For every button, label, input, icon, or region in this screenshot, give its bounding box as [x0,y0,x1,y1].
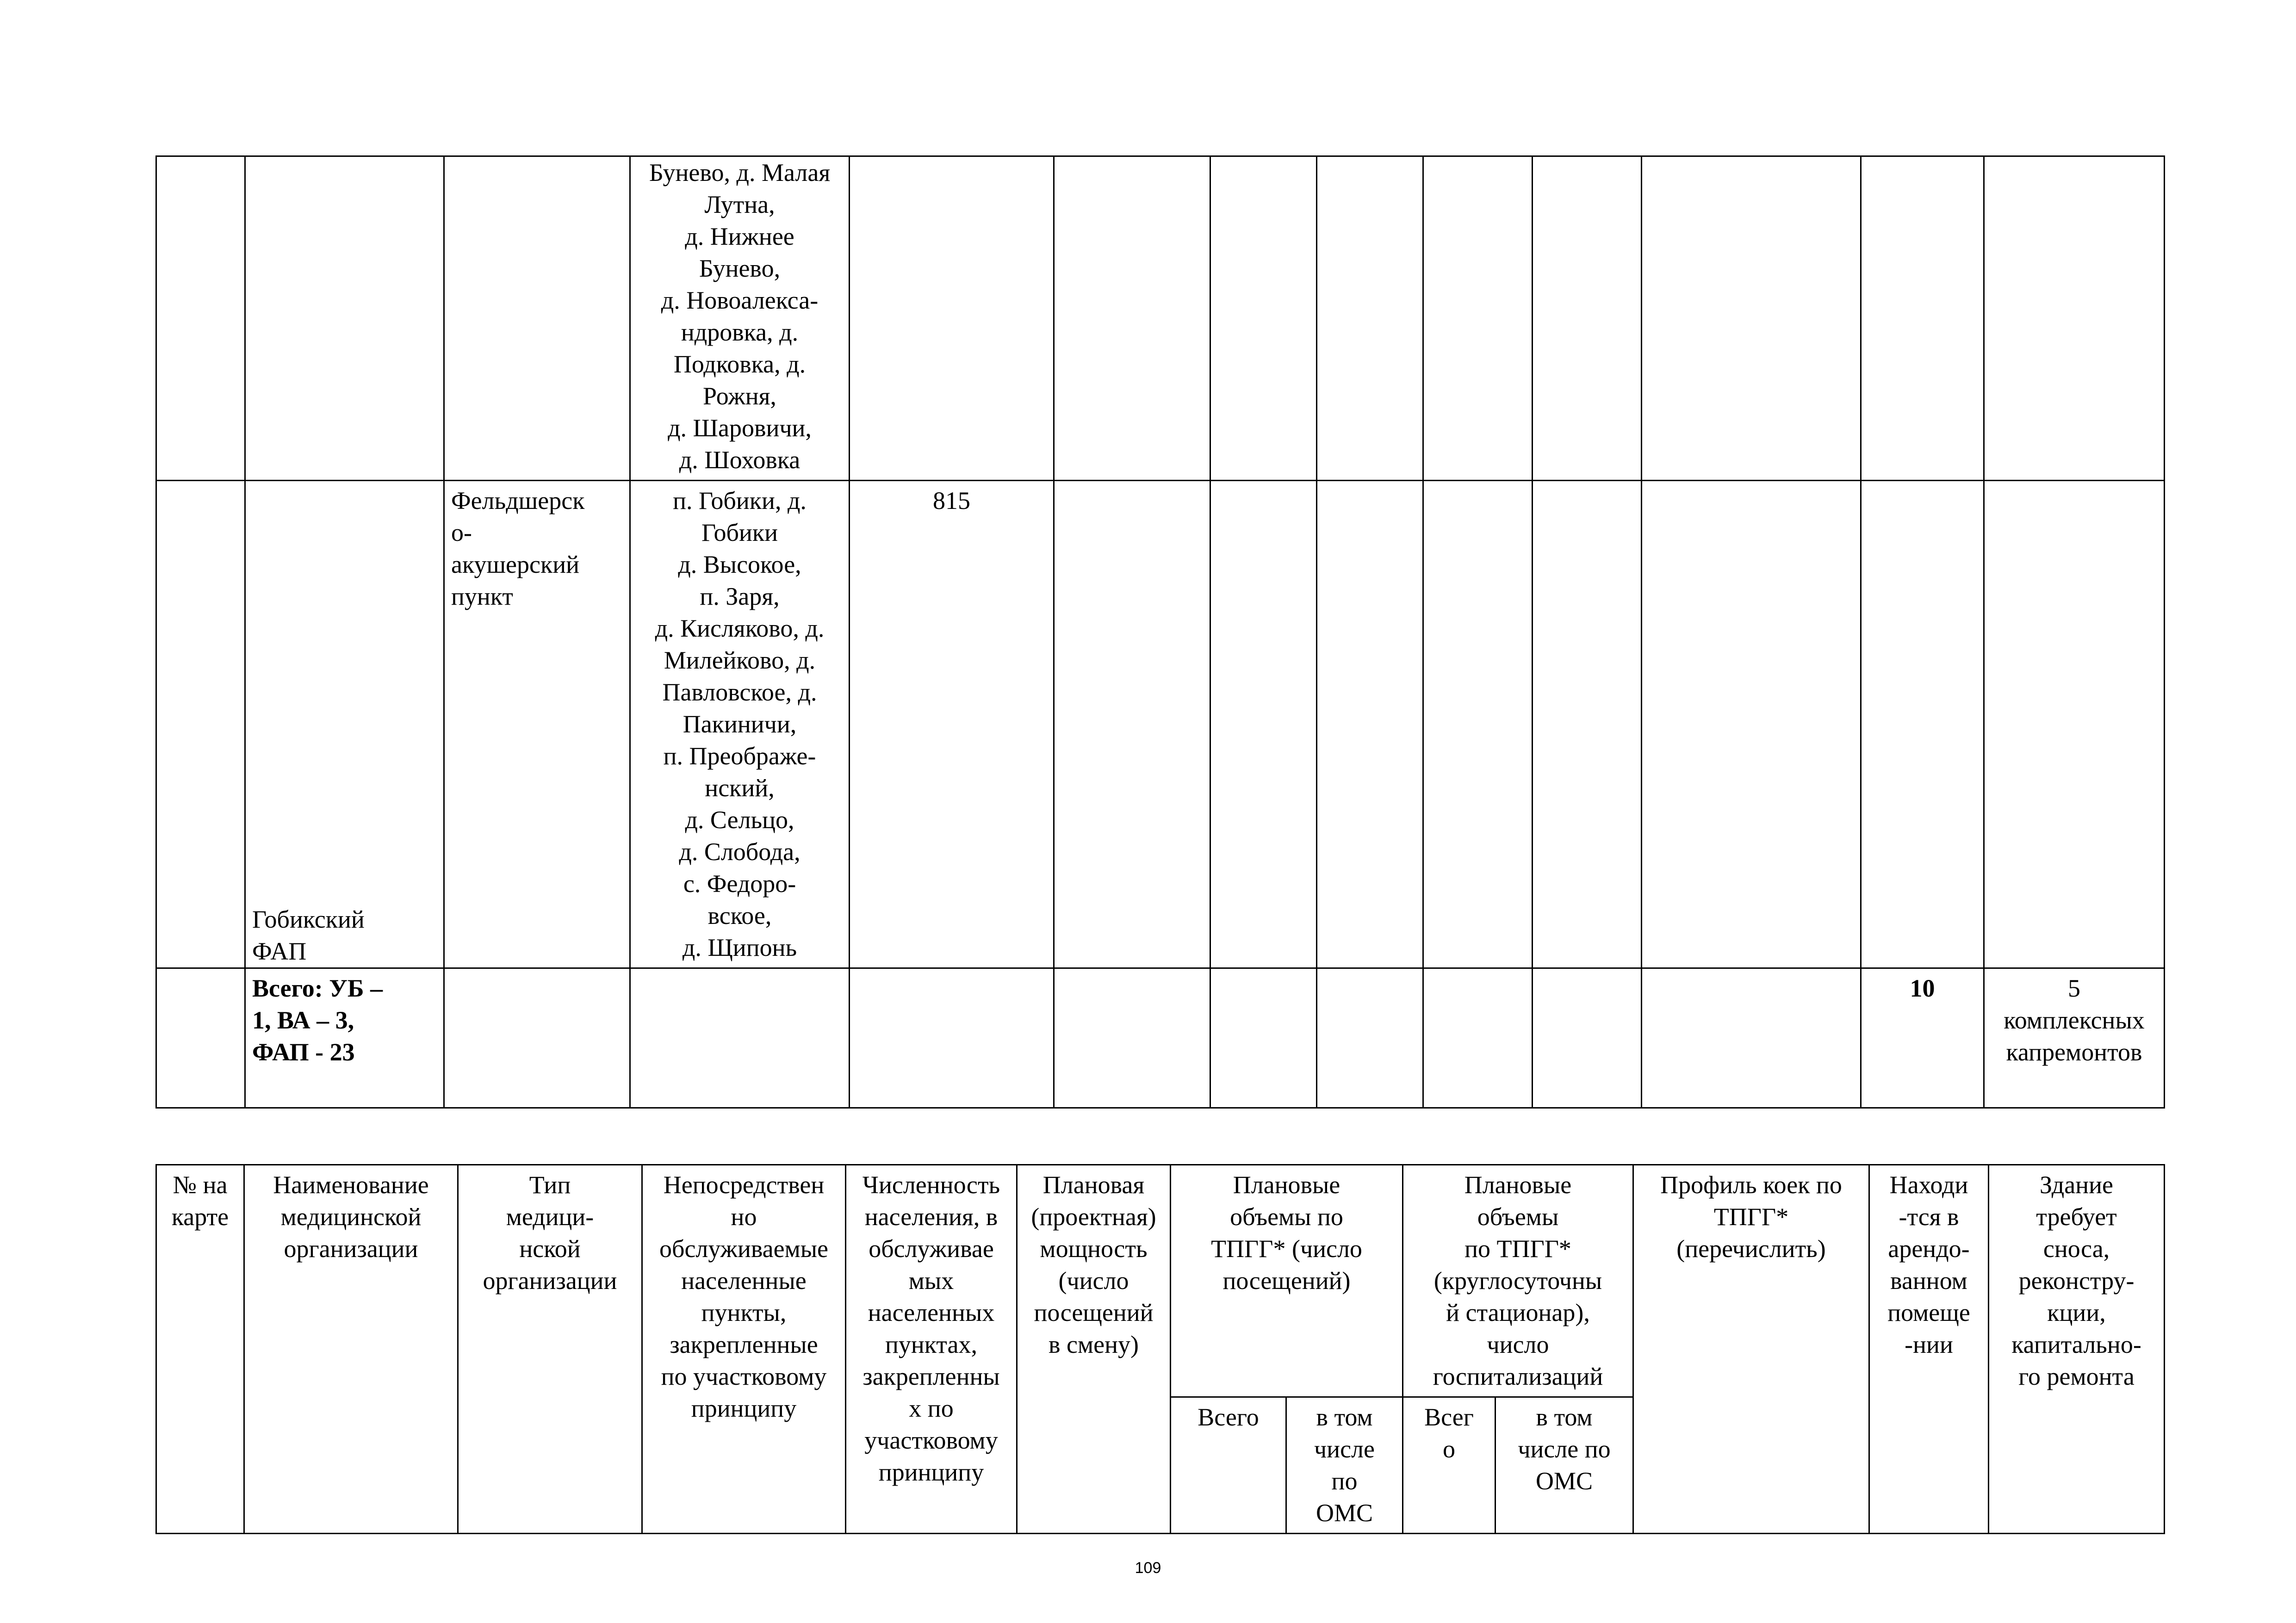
text-line: 1, ВА – 3, [252,1006,354,1034]
text-line: Всего [1198,1403,1259,1431]
text-line: нской [519,1235,581,1263]
text-line: пункты, [701,1299,787,1326]
cell-visits-oms [1317,481,1423,968]
text-line: населения, в [864,1203,998,1231]
text-line: число [1487,1331,1549,1358]
text-line: вское, [707,902,772,929]
text-line: но [731,1203,757,1231]
text-line: (круглосуточны [1433,1267,1602,1295]
text-line: медицинской [280,1203,422,1231]
text-line: пункт [451,582,513,610]
cell-hosp-oms [1533,156,1642,481]
text-line: с. Федоро- [683,870,796,898]
text-line: Пакиничи, [683,710,797,738]
header-hosp-total-text [1404,1401,1494,1465]
text-line: д. Нижнее [685,223,794,250]
text-line: Плановые [1464,1171,1572,1199]
header-map-no-text [159,1169,242,1233]
header-beds-text [1640,1169,1862,1265]
cell-hosp-oms [1533,968,1642,1108]
cell-visits-total [1210,156,1317,481]
text-line: организации [483,1267,617,1295]
text-line: Плановая [1043,1171,1145,1199]
text-line: в том [1316,1403,1373,1431]
header-capacity-text [1018,1169,1169,1361]
text-line: Бунево, д. Малая [649,159,831,186]
header-visits-oms-text [1293,1401,1396,1529]
text-line: Павловское, д. [662,678,817,706]
header-map-no [156,1165,244,1534]
cell-visits-oms [1317,156,1423,481]
population-value: 815 [933,487,970,514]
text-line: сноса, [2043,1235,2110,1263]
text-line: объемы [1477,1203,1559,1231]
text-line: Находи [1889,1171,1968,1199]
cell-hosp-oms [1533,481,1642,968]
text-line: ТПГГ* [1713,1203,1789,1231]
text-line: посещений [1034,1299,1154,1326]
cell-capacity [1054,481,1210,968]
cell-settlements [630,968,850,1108]
header-hosp-text [1404,1169,1632,1393]
text-line: ндровка, д. [681,318,799,346]
text-line: Плановые [1233,1171,1340,1199]
header-building [1989,1165,2165,1534]
text-line: ОМС [1535,1467,1593,1495]
header-visits-total [1171,1397,1286,1534]
text-line: посещений) [1222,1267,1351,1295]
continuation-table [155,155,2165,1109]
header-hosp-total [1403,1397,1496,1534]
text-line: реконстру- [2018,1267,2135,1295]
text-line: объемы по [1230,1203,1343,1231]
text-line: организации [284,1235,418,1263]
text-line: медици- [506,1203,594,1231]
cell-org-type [444,156,630,481]
cell-rented [1861,156,1984,481]
text-line: (перечислить) [1676,1235,1826,1263]
text-line: ФАП - 23 [252,1038,355,1066]
text-line: по ТПГГ* [1464,1235,1571,1263]
header-settlements-text [644,1169,844,1425]
cell-visits-total [1210,481,1317,968]
text-line: мощность [1040,1235,1148,1263]
text-line: д. Сельцо, [685,806,794,834]
cell-building-total [1984,968,2165,1108]
cell-capacity [1054,968,1210,1108]
text-line: Рожня, [703,382,776,410]
org-name [252,904,437,967]
text-line: участковому [864,1426,998,1454]
text-line: п. Гобики, д. [673,487,807,514]
text-line: Подковка, д. [673,350,806,378]
org-name-stack [252,485,437,967]
cell-population [850,968,1054,1108]
text-line: 5 [2068,974,2080,1002]
text-line: Непосредствен [663,1171,825,1199]
text-line: д. Шаровичи, [668,414,812,442]
text-line: д. Щипонь [682,934,797,961]
text-line: кции, [2047,1299,2106,1326]
header-hosp-oms-text [1502,1401,1626,1497]
text-line: Профиль коек по [1660,1171,1842,1199]
header-rented [1869,1165,1989,1534]
header-population [846,1165,1017,1534]
text-line: капитально- [2011,1331,2141,1358]
text-line: населенные [681,1267,807,1295]
text-line: ФАП [252,937,307,965]
text-line: обслуживае [869,1235,994,1263]
text-line: в смену) [1049,1331,1139,1358]
cell-org-name [245,156,444,481]
text-line: капремонтов [2006,1038,2142,1066]
table-row [156,156,2165,481]
text-line: ванном [1890,1267,1967,1295]
header-visits-oms [1286,1397,1403,1534]
header-building-text [1990,1169,2163,1393]
cell-map-no [156,156,245,481]
header-beds [1633,1165,1869,1534]
text-line: обслуживаемые [659,1235,829,1263]
text-line: д. Новоалекса- [661,286,819,314]
text-line: арендо- [1888,1235,1970,1263]
header-settlements [642,1165,846,1534]
text-line: принципу [878,1458,984,1486]
table-row-total [156,968,2165,1108]
cell-settlements [630,481,850,968]
text-line: д. Слобода, [679,838,800,866]
header-rented-text [1871,1169,1987,1361]
header-hosp-oms [1496,1397,1633,1534]
cell-hosp-total [1423,968,1533,1108]
text-line: д. Шоховка [679,446,800,474]
cell-settlements [630,156,850,481]
text-line: Наименование [273,1171,429,1199]
text-line: п. Преображе- [663,742,816,770]
text-line: Фельдшерск [451,487,585,514]
text-line: числе по [1518,1435,1611,1463]
page-number: 109 [1135,1559,1161,1577]
text-line: Численность [862,1171,1000,1199]
header-visits [1171,1165,1403,1397]
text-line: Гобики [701,519,778,546]
cell-hosp-total [1423,156,1533,481]
text-line: Гобикский [252,905,365,933]
settlements-list [637,485,842,964]
cell-org-type [444,481,630,968]
text-line: карте [171,1203,229,1231]
header-population-text [847,1169,1015,1488]
cell-rented-total [1861,968,1984,1108]
header-visits-total-text [1178,1401,1279,1433]
text-line: числе [1314,1435,1375,1463]
text-line: Милейково, д. [664,646,816,674]
cell-population [850,481,1054,968]
text-line: Всего: УБ – [252,974,383,1002]
text-line: № на [173,1171,228,1199]
cell-beds [1642,156,1861,481]
text-line: пунктах, [885,1331,978,1358]
header-capacity [1017,1165,1171,1534]
text-line: Тип [529,1171,571,1199]
cell-visits-total [1210,968,1317,1108]
cell-hosp-total [1423,481,1533,968]
text-line: й стационар), [1446,1299,1590,1326]
text-line: госпитализаций [1433,1363,1603,1390]
text-line: Здание [2040,1171,2113,1199]
header-hosp [1403,1165,1633,1397]
table-row [156,481,2165,968]
text-line: д. Высокое, [678,551,801,578]
text-line: в том [1536,1403,1593,1431]
text-line: (проектная) [1031,1203,1156,1231]
cell-population [850,156,1054,481]
text-line: о [1443,1435,1455,1463]
cell-map-no [156,968,245,1108]
header-table [155,1164,2165,1534]
text-line: го ремонта [2018,1363,2135,1390]
building-total [1991,973,2157,1068]
text-line: х по [909,1394,954,1422]
header-org-type [458,1165,642,1534]
cell-org-type [444,968,630,1108]
text-line: п. Заря, [700,582,780,610]
header-visits-text [1178,1169,1396,1297]
text-line: -тся в [1899,1203,1959,1231]
header-row [156,1165,2165,1397]
text-line: комплексных [2004,1006,2145,1034]
text-line: нский, [705,774,775,802]
text-line: Всег [1424,1403,1474,1431]
text-line: закрепленны [863,1363,1000,1390]
header-org-name-text [251,1169,451,1265]
text-line: д. Кисляково, д. [655,614,825,642]
cell-building [1984,156,2165,481]
total-label [252,973,437,1068]
text-line: о- [451,519,472,546]
text-line: Лутна, [704,191,775,218]
rented-total-value: 10 [1910,974,1935,1002]
text-line: Бунево, [699,254,781,282]
text-line: принципу [691,1394,797,1422]
text-line: населенных [868,1299,995,1326]
text-line: закрепленные [670,1331,818,1358]
cell-beds [1642,481,1861,968]
cell-map-no [156,481,245,968]
cell-capacity [1054,156,1210,481]
text-line: по участковому [661,1363,827,1390]
text-line: (число [1058,1267,1129,1295]
cell-rented [1861,481,1984,968]
cell-total-label [245,968,444,1108]
cell-beds [1642,968,1861,1108]
cell-visits-oms [1317,968,1423,1108]
cell-building [1984,481,2165,968]
text-line: -нии [1905,1331,1953,1358]
cell-org-name [245,481,444,968]
settlements-list [637,157,842,476]
text-line: акушерский [451,551,579,578]
text-line: помеще [1887,1299,1970,1326]
org-type [451,485,623,613]
header-org-type-text [465,1169,635,1297]
text-line: ТПГГ* (число [1211,1235,1362,1263]
text-line: ОМС [1316,1499,1373,1527]
header-org-name [244,1165,458,1534]
text-line: требует [2036,1203,2117,1231]
text-line: мых [908,1267,954,1295]
text-line: по [1331,1467,1358,1495]
